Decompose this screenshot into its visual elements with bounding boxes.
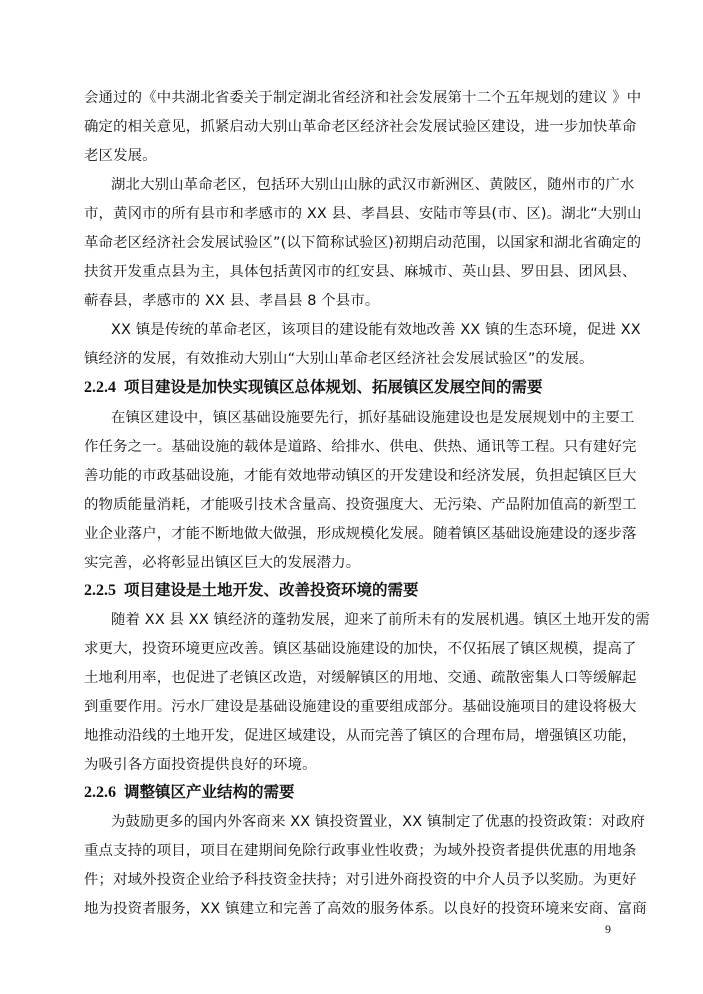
text-line: 扶贫开发重点县为主，具体包括黄冈市的红安县、麻城市、英山县、罗田县、团风县、 [84, 264, 637, 280]
text-line: 市，黄冈市的所有县市和孝感市的 XX 县、孝昌县、安陆市等县(市、区)。湖北“大别山 [84, 206, 642, 222]
section-title: 项目建设是加快实现镇区总体规划、拓展镇区发展空间的需要 [124, 378, 543, 396]
text-line: 善功能的市政基础设施，才能有效地带动镇区的开发建设和经济发展，负担起镇区巨大 [84, 468, 637, 484]
text-line: 实完善，必将彰显出镇区巨大的发展潜力。 [84, 555, 361, 571]
text-line: 件；对域外投资企业给予科技资金扶持；对引进外商投资的中介人员予以奖励。为更好 [84, 872, 637, 888]
page-number: 9 [605, 922, 611, 936]
text-line: 老区发展。 [84, 148, 157, 164]
text-line: 为吸引各方面投资提供良好的环境。 [84, 757, 317, 773]
section-title: 项目建设是土地开发、改善投资环境的需要 [124, 581, 419, 599]
text-line: 业企业落户，才能不断地做大做强，形成规模化发展。随着镇区基础设施建设的逐步落 [84, 526, 637, 542]
text-line: 湖北大别山革命老区，包括环大别山山脉的武汉市新洲区、黄陂区，随州市的广水 [111, 177, 635, 193]
section-number: 2.2.6 [84, 784, 116, 801]
text-line: 会通过的《中共湖北省委关于制定湖北省经济和社会发展第十二个五年规划的建议 》中 [84, 90, 642, 106]
text-line: 确定的相关意见，抓紧启动大别山革命老区经济社会发展试验区建设，进一步加快革命 [84, 119, 637, 135]
text-line: 革命老区经济社会发展试验区”(以下简称试验区)初期启动范围，以国家和湖北省确定的 [84, 235, 642, 251]
section-number: 2.2.4 [84, 379, 116, 396]
text-line: 到重要作用。污水厂建设是基础设施建设的重要组成部分。基础设施项目的建设将极大 [84, 699, 637, 715]
text-line: 重点支持的项目，项目在建期间免除行政事业性收费；为域外投资者提供优惠的用地条 [84, 843, 637, 859]
text-line: 土地利用率，也促进了老镇区改造，对缓解镇区的用地、交通、疏散密集人口等缓解起 [84, 670, 637, 686]
text-line: XX 镇是传统的革命老区，该项目的建设能有效地改善 XX 镇的生态环境，促进 XX [111, 322, 641, 338]
section-heading-2-2-5 [84, 579, 629, 602]
text-line: 为鼓励更多的国内外客商来 XX 镇投资置业，XX 镇制定了优惠的投资政策：对政府 [111, 814, 646, 830]
text-line: 作任务之一。基础设施的载体是道路、给排水、供电、供热、通讯等工程。只有建好完 [84, 439, 637, 455]
section-number: 2.2.5 [84, 582, 116, 599]
text-line: 地推动沿线的土地开发，促进区域建设，从而完善了镇区的合理布局，增强镇区功能， [84, 728, 637, 744]
text-line: 地为投资者服务，XX 镇建立和完善了高效的服务体系。以良好的投资环境来安商、富商 [84, 901, 647, 917]
text-line: 镇经济的发展，有效推动大别山“大别山革命老区经济社会发展试验区”的发展。 [84, 351, 594, 367]
section-title: 调整镇区产业结构的需要 [124, 783, 295, 801]
text-line: 求更大，投资环境更应改善。镇区基础设施建设的加快，不仅拓展了镇区规模，提高了 [84, 641, 637, 657]
text-line: 蕲春县，孝感市的 XX 县、孝昌县 8 个县市。 [84, 293, 380, 309]
section-heading-2-2-6 [84, 781, 629, 804]
text-line: 的物质能量消耗，才能吸引技术含量高、投资强度大、无污染、产品附加值高的新型工 [84, 497, 637, 513]
section-heading-2-2-4 [84, 376, 629, 399]
text-line: 随着 XX 县 XX 镇经济的蓬勃发展，迎来了前所未有的发展机遇。镇区土地开发的需 [111, 612, 650, 628]
text-line: 在镇区建设中，镇区基础设施要先行，抓好基础设施建设也是发展规划中的主要工 [111, 410, 635, 426]
